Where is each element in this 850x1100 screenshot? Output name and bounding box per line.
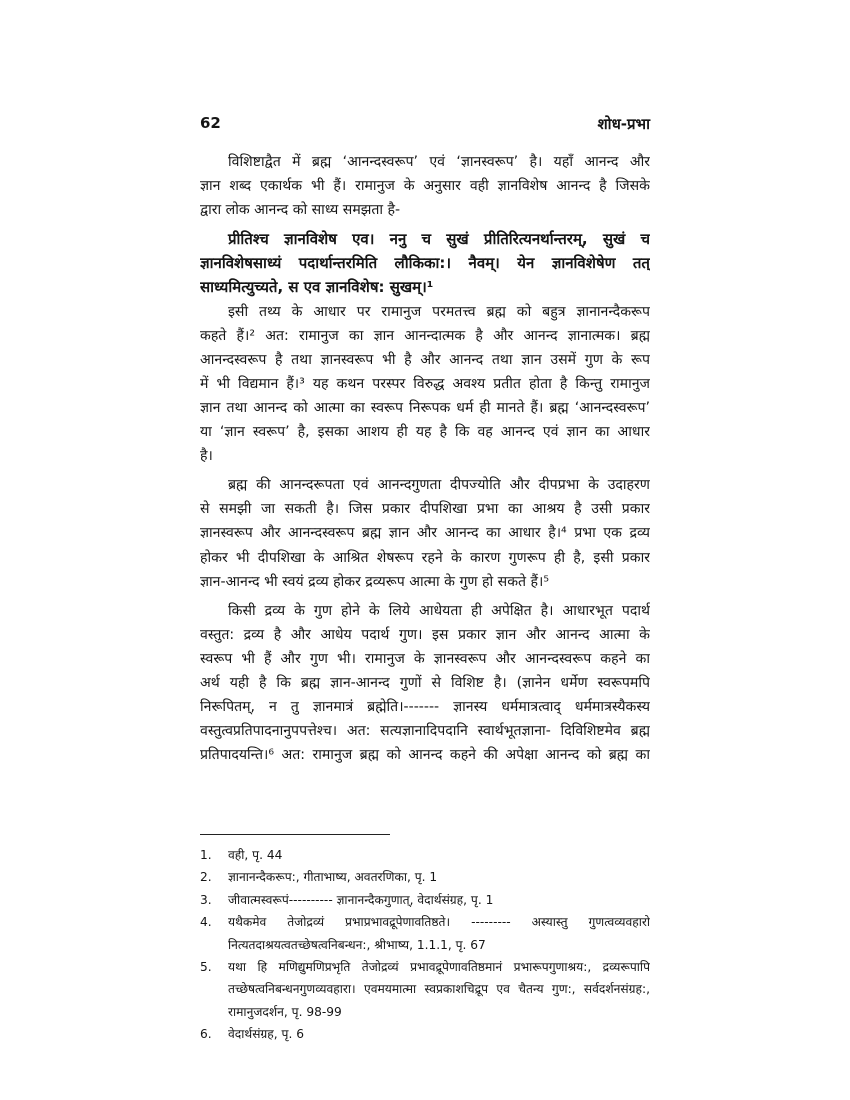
footnote-number: 6.: [200, 1027, 212, 1042]
paragraph-lamp-analogy: [200, 473, 650, 593]
text-line: आनन्दस्वरूप है तथा ज्ञानस्वरूप भी है और आनन्द तथा ज्ञान उसमें गुण के रूप: [200, 351, 650, 368]
paragraph-intro: [200, 150, 650, 222]
text-line: वस्तुत्वप्रतिपादनानुपपत्तेश्च। अत: सत्यज्ञानादिपदानि स्वार्थभूतज्ञाना- दिविशिष्टमेव ब्रह्म: [200, 723, 650, 740]
text-line: में भी विद्यमान हैं।³ यह कथन परस्पर विरुद्ध अवश्य प्रतीत होता है किन्तु रामानुज: [200, 375, 650, 392]
text-line: ज्ञान तथा आनन्द को आत्मा का स्वरूप निरूपक धर्म ही मानते हैं। ब्रह्म ‘आनन्दस्वरूप’: [200, 399, 650, 416]
footnote-text: जीवात्मस्वरूपं---------- ज्ञानानन्दैकगुणात्, वेदार्थसंग्रह, पृ. 1: [228, 892, 494, 907]
text-line: द्वारा लोक आनन्द को साध्य समझता है-: [200, 202, 401, 219]
paragraph-substance-quality: [200, 599, 650, 768]
text-line: स्वरूप भी हैं और गुण भी। रामानुज के ज्ञानस्वरूप और आनन्दस्वरूप कहने का: [200, 650, 650, 667]
footnote: [200, 1023, 650, 1045]
footnote: [200, 911, 650, 956]
footnote-number: 5.: [200, 960, 212, 974]
footnote: [200, 844, 650, 866]
footnote-text: रामानुजदर्शन, पृ. 98-99: [228, 1004, 342, 1019]
footnote-text: तच्छेषत्वनिबन्धनगुणव्यवहारा। एवमयमात्मा स्वप्रकाशचिद्रूप एव चैतन्य गुण:, सर्वदर्शनसंग्रह:,: [228, 982, 650, 997]
running-header: [200, 114, 650, 136]
footnote-number: 2.: [200, 870, 212, 885]
main-text: [200, 150, 650, 767]
text-line: किसी द्रव्य के गुण होने के लिये आधेयता ही अपेक्षित है। आधारभूत पदार्थ: [228, 602, 650, 619]
footnote: [200, 866, 650, 888]
quote-line: साध्यमित्युच्यते, स एव ज्ञानविशेष: सुखम्।¹: [200, 278, 434, 297]
running-title: शोध-प्रभा: [597, 115, 650, 133]
footnote-number: 1.: [200, 848, 212, 862]
footnote-text: नित्यतदाश्रयत्वतच्छेषत्वनिबन्धन:, श्रीभाष्य, 1.1.1, पृ. 67: [228, 937, 486, 952]
sanskrit-quote: [200, 227, 650, 299]
footnotes: [200, 844, 650, 1046]
text-line: ज्ञानस्वरूप और आनन्दस्वरूप ब्रह्म ज्ञान और आनन्द का आधार है।⁴ प्रभा एक द्रव्य: [200, 525, 650, 542]
text-line: इसी तथ्य के आधार पर रामानुज परमतत्त्व ब्रह्म को बहुत्र ज्ञानानन्दैकरूप: [228, 303, 650, 320]
footnote-divider: [200, 834, 390, 835]
quote-line: प्रीतिश्च ज्ञानविशेष एव। ननु च सुखं प्रीतिरित्यनर्थान्तरम्, सुखं च: [228, 230, 650, 249]
footnote: [200, 889, 650, 911]
page-number: 62: [200, 114, 221, 132]
paragraph-ramanuja: [200, 300, 650, 469]
footnote-text: यथा हि मणिद्युमणिप्रभृति तेजोद्रव्यं प्रभावद्रूपेणावतिष्ठमानं प्रभारूपगुणाश्रय:, द्रव्यरूपापि: [228, 960, 650, 974]
text-line: या ‘ज्ञान स्वरूप’ है, इसका आशय ही यह है कि वह आनन्द एवं ज्ञान का आधार: [200, 424, 650, 441]
footnote-text: वेदार्थसंग्रह, पृ. 6: [228, 1027, 304, 1042]
footnote-number: 3.: [200, 892, 212, 907]
quote-line: ज्ञानविशेषसाध्यं पदार्थान्तरमिति लौकिका:। नैवम्। येन ज्ञानविशेषेण तत्: [200, 254, 650, 273]
text-line: कहते हैं।² अत: रामानुज का ज्ञान आनन्दात्मक है और आनन्द ज्ञानात्मक। ब्रह्म: [200, 327, 650, 344]
footnote-text: यथैकमेव तेजोद्रव्यं प्रभाप्रभावद्रूपेणावतिष्ठते। --------- अस्यास्तु गुणत्वव्यवहारो: [228, 915, 650, 930]
text-line: ज्ञान-आनन्द भी स्वयं द्रव्य होकर द्रव्यरूप आत्मा के गुण हो सकते हैं।⁵: [200, 573, 550, 590]
text-line: होकर भी दीपशिखा के आश्रित शेषरूप रहने के कारण गुणरूप ही है, इसी प्रकार: [200, 549, 650, 566]
text-line: अर्थ यही है कि ब्रह्म ज्ञान-आनन्द गुणों से विशिष्ट है। (ज्ञानेन धर्मेण स्वरूपमपि: [200, 674, 650, 691]
footnote-text: ज्ञानानन्दैकरूप:, गीताभाष्य, अवतरणिका, पृ. 1: [228, 870, 438, 885]
text-line: विशिष्टाद्वैत में ब्रह्म ‘आनन्दस्वरूप’ एवं ‘ज्ञानस्वरूप’ है। यहाँ आनन्द और: [228, 154, 650, 170]
text-line: ज्ञान शब्द एकार्थक भी हैं। रामानुज के अनुसार वही ज्ञानविशेष आनन्द है जिसके: [200, 178, 650, 195]
footnote-number: 4.: [200, 915, 212, 930]
footnote-text: वही, पृ. 44: [228, 848, 283, 862]
text-line: ब्रह्म की आनन्दरूपता एवं आनन्दगुणता दीपज्योति और दीपप्रभा के उदाहरण: [228, 477, 650, 494]
footnote: [200, 956, 650, 1023]
text-line: है।: [200, 448, 213, 465]
text-line: से समझी जा सकती है। जिस प्रकार दीपशिखा प्रभा का आश्रय है उसी प्रकार: [200, 501, 650, 518]
text-line: प्रतिपादयन्ति।⁶ अत: रामानुज ब्रह्म को आनन्द कहने की अपेक्षा आनन्द को ब्रह्म का: [200, 747, 650, 764]
text-line: निरूपितम्, न तु ज्ञानमात्रं ब्रह्मेति।------- ज्ञानस्य धर्ममात्रत्वाद् धर्ममात्रस्यैकस्य: [200, 699, 650, 716]
text-line: वस्तुत: द्रव्य है और आधेय पदार्थ गुण। इस प्रकार ज्ञान और आनन्द आत्मा के: [200, 626, 650, 643]
